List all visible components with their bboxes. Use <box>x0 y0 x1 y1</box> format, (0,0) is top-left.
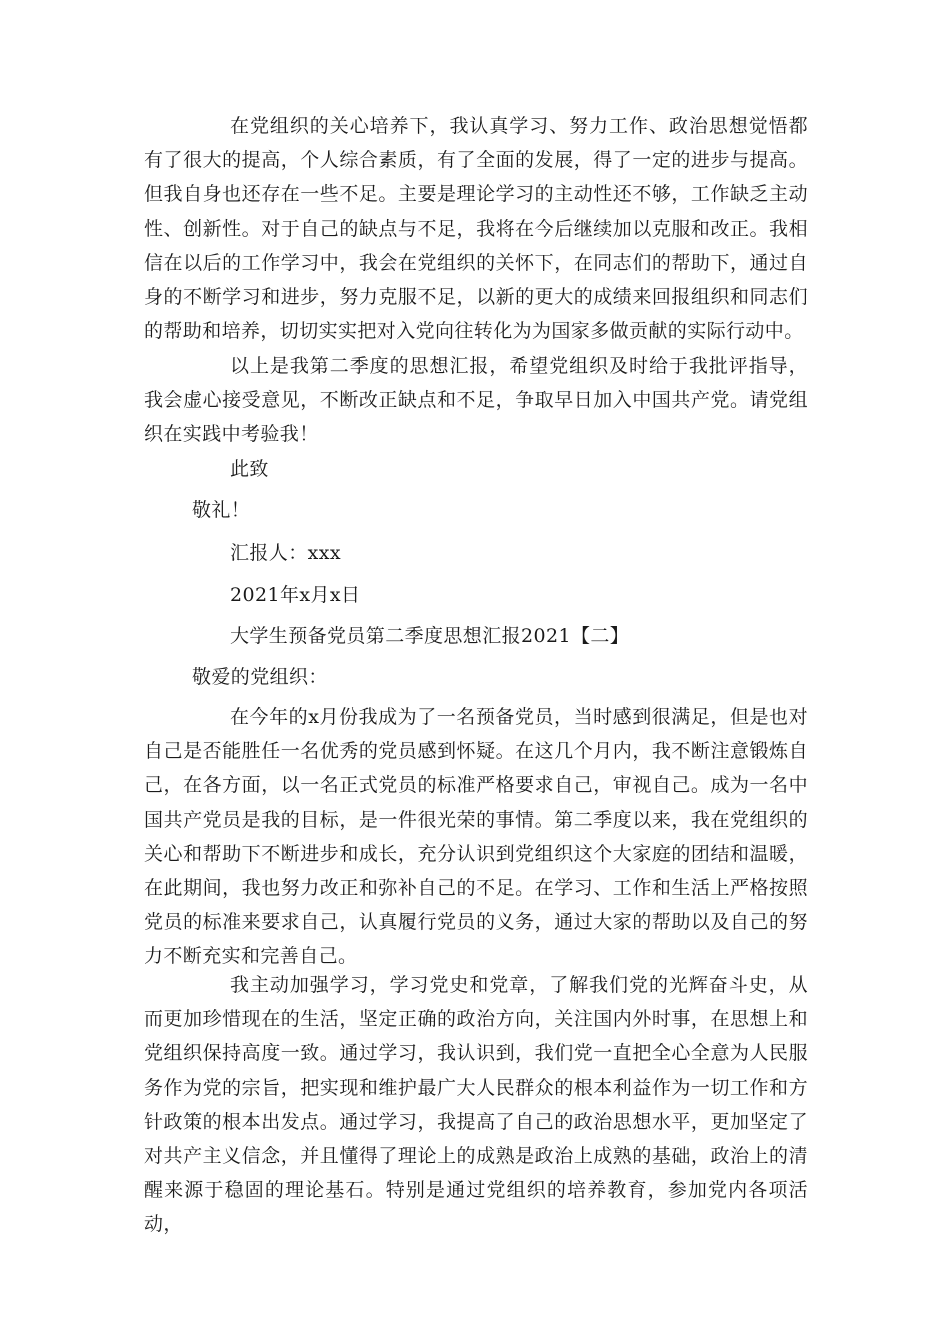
reporter-line: 汇报人：xxx <box>230 542 341 564</box>
closing-text: 此致 <box>230 458 269 480</box>
section-title: 大学生预备党员第二季度思想汇报2021【二】 <box>230 625 630 647</box>
paragraph-4: 我主动加强学习，学习党史和党章，了解我们党的光辉奋斗史，从而更加珍惜现在的生活，坚定正确的政治方向，关注国内外时事，在思想上和党组织保持高度一致。通过学习，我认识到，我们党一直把全心全意为人民服务作为党的宗旨，把实现和维护最广大人民群众的根本利益作为一切工作和方针政策的根本出发点。通过学习，我提高了自己的政治思想水平，更加坚定了对共产主义信念，并且懂得了理论上的成熟是政治上成熟的基础，政治上的清醒来源于稳固的理论基石。特别是通过党组织的培养教育，参加党内各项活动， <box>144 974 808 1236</box>
paragraph-2: 以上是我第二季度的思想汇报，希望党组织及时给于我批评指导，我会虚心接受意见，不断改正缺点和不足，争取早日加入中国共产党。请党组织在实践中考验我！ <box>144 355 808 446</box>
paragraph-1: 在党组织的关心培养下，我认真学习、努力工作、政治思想觉悟都有了很大的提高，个人综合素质，有了全面的发展，得了一定的进步与提高。但我自身也还存在一些不足。主要是理论学习的主动性还不够，工作缺乏主动性、创新性。对于自己的缺点与不足，我将在今后继续加以克服和改正。我相信在以后的工作学习中，我会在党组织的关怀下，在同志们的帮助下，通过自身的不断学习和进步，努力克服不足，以新的更大的成绩来回报组织和同志们的帮助和培养，切切实实把对入党向往转化为为国家多做贡献的实际行动中。 <box>144 115 808 343</box>
salute-text: 敬礼！ <box>192 499 251 521</box>
paragraph-3: 在今年的x月份我成为了一名预备党员，当时感到很满足，但是也对自己是否能胜任一名优秀的党员感到怀疑。在这几个月内，我不断注意锻炼自己，在各方面，以一名正式党员的标准严格要求自己，审视自己。成为一名中国共产党员是我的目标，是一件很光荣的事情。第二季度以来，我在党组织的关心和帮助下不断进步和成长，充分认识到党组织这个大家庭的团结和温暖，在此期间，我也努力改正和弥补自己的不足。在学习、工作和生活上严格按照党员的标准来要求自己，认真履行党员的义务，通过大家的帮助以及自己的努力不断充实和完善自己。 <box>144 706 808 968</box>
date-line: 2021年x月x日 <box>230 584 361 606</box>
greeting-line: 敬爱的党组织： <box>192 666 328 688</box>
